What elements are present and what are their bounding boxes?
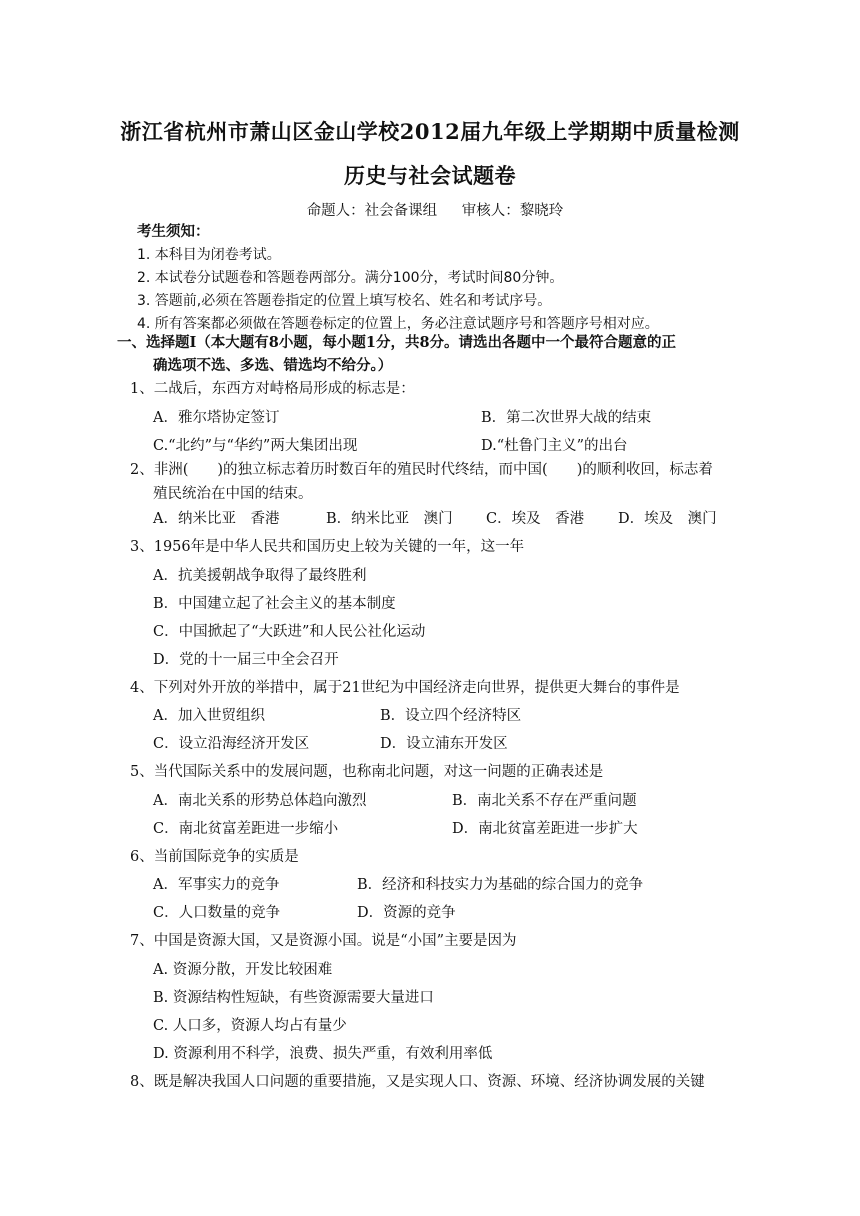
notice-item: 2. 本试卷分试题卷和答题卷两部分。满分100分，考试时间80分钟。 xyxy=(137,270,564,286)
question-stem: 4、下列对外开放的举措中，属于21世纪为中国经济走向世界，提供更大舞台的事件是 xyxy=(130,680,680,696)
section-heading: 一、选择题Ⅰ（本大题有8小题，每小题1分，共8分。请选出各题中一个最符合题意的正 xyxy=(117,334,677,351)
question-stem: 7、中国是资源大国，又是资源小国。说是“小国”主要是因为 xyxy=(130,933,517,949)
author: 命题人：社会备课组 xyxy=(306,203,438,219)
question-stem: 5、当代国际关系中的发展问题，也称南北问题，对这一问题的正确表述是 xyxy=(130,764,604,780)
question-stem: 8、既是解决我国人口问题的重要措施，又是实现人口、资源、环境、经济协调发展的关键 xyxy=(130,1074,705,1090)
option: C．设立沿海经济开发区 xyxy=(153,736,310,752)
option: D．埃及 澳门 xyxy=(618,511,717,527)
notice-item: 4. 所有答案都必须做在答题卷标定的位置上，务必注意试题序号和答题序号相对应。 xyxy=(137,316,659,332)
option: D．党的十一届三中全会召开 xyxy=(153,652,339,668)
option: C．人口数量的竞争 xyxy=(153,905,281,921)
option: B．纳米比亚 澳门 xyxy=(326,511,453,527)
question-stem: 3、1956年是中华人民共和国历史上较为关键的一年，这一年 xyxy=(130,539,525,555)
option: A．纳米比亚 香港 xyxy=(153,511,280,527)
option: C．南北贫富差距进一步缩小 xyxy=(153,821,339,837)
section-heading-cont: 确选项不选、多选、错选均不给分。） xyxy=(153,357,393,374)
option: C.“北约”与“华约”两大集团出现 xyxy=(153,438,358,454)
option: D．南北贫富差距进一步扩大 xyxy=(452,821,638,837)
option: B．经济和科技实力为基础的综合国力的竞争 xyxy=(357,877,644,893)
option: B．南北关系不存在严重问题 xyxy=(452,793,637,809)
exam-subtitle: 历史与社会试题卷 xyxy=(344,163,516,188)
question-stem: 2、非洲( )的独立标志着历时数百年的殖民时代终结，而中国( )的顺利收回，标志着 xyxy=(130,462,713,478)
notice-heading: 考生须知： xyxy=(137,223,210,240)
option: A．加入世贸组织 xyxy=(153,708,265,724)
notice-item: 3. 答题前,必须在答题卷指定的位置上填写校名、姓名和考试序号。 xyxy=(137,293,552,309)
exam-title: 浙江省杭州市萧山区金山学校2012届九年级上学期期中质量检测 xyxy=(120,119,740,144)
notice-item: 1. 本科目为闭卷考试。 xyxy=(137,247,281,263)
option: A．雅尔塔协定签订 xyxy=(153,410,280,426)
question-stem-cont: 殖民统治在中国的结束。 xyxy=(153,486,313,502)
option: B. 资源结构性短缺，有些资源需要大量进口 xyxy=(153,990,434,1006)
option: A．南北关系的形势总体趋向激烈 xyxy=(153,793,367,809)
option: A．抗美援朝战争取得了最终胜利 xyxy=(153,568,367,584)
option: C. 人口多，资源人均占有量少 xyxy=(153,1018,347,1034)
question-stem: 6、当前国际竞争的实质是 xyxy=(130,849,299,865)
author-line xyxy=(0,199,860,220)
option: D. 资源利用不科学，浪费、损失严重，有效利用率低 xyxy=(153,1046,493,1062)
option: D．资源的竞争 xyxy=(357,905,456,921)
reviewer: 审核人：黎晓玲 xyxy=(461,203,564,219)
option: C．中国掀起了“大跃进”和人民公社化运动 xyxy=(153,624,426,640)
option: D.“杜鲁门主义”的出台 xyxy=(481,438,628,454)
option: A．军事实力的竞争 xyxy=(153,877,280,893)
option: B．第二次世界大战的结束 xyxy=(481,410,652,426)
option: D．设立浦东开发区 xyxy=(380,736,508,752)
option: B．设立四个经济特区 xyxy=(380,708,522,724)
option: A. 资源分散，开发比较困难 xyxy=(153,962,333,978)
question-stem: 1、二战后，东西方对峙格局形成的标志是： xyxy=(130,381,415,397)
option: C．埃及 香港 xyxy=(486,511,585,527)
option: B．中国建立起了社会主义的基本制度 xyxy=(153,596,396,612)
